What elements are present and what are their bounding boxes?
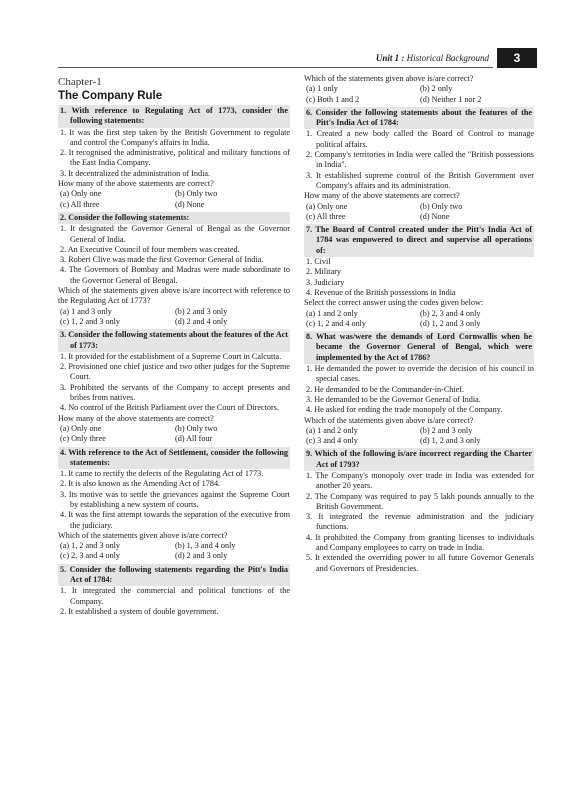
question-block xyxy=(58,105,290,210)
question-stem xyxy=(58,329,290,352)
question-stem xyxy=(58,105,290,128)
statement-item: 1. It integrated the commercial and political functions of the Company. xyxy=(60,586,290,606)
statement-item: 3. Its motive was to settle the grievances against the Supreme Court by establishing a new system of courts. xyxy=(60,489,290,509)
statement-item: 1. He demanded the power to override the decision of his council in special cases. xyxy=(306,364,534,384)
question-text: Consider the following statements about the features of the Pitt's India Act of 1784: xyxy=(315,107,533,128)
statement-item: 1. It was the first step taken by the British Government to regulate and control the Company's affairs in India. xyxy=(60,127,290,147)
answer-option: (a) 1 and 2 only xyxy=(306,308,358,318)
question-block xyxy=(58,447,290,562)
answer-options xyxy=(304,84,534,105)
answer-option: (a) 1 and 3 only xyxy=(60,306,112,316)
answer-option: (a) 1 and 2 only xyxy=(306,425,358,435)
answer-option: (a) 1 only xyxy=(306,84,338,94)
question-number: 3. xyxy=(60,330,67,340)
answer-option: (b) 2 only xyxy=(420,84,453,94)
chapter-label: Chapter-1 xyxy=(58,76,102,88)
question-text: With reference to Regulating Act of 1773, consider the following statements: xyxy=(70,106,288,126)
answer-options xyxy=(58,424,290,445)
header-rule xyxy=(58,67,493,68)
question-number: 9. xyxy=(306,449,313,459)
question-prompt: Which of the statements given above is/are incorrect with reference to the Regulating Act of 1773? xyxy=(58,286,290,306)
statement-item: 3. Judiciary xyxy=(306,277,345,287)
question-text: Consider the following statements about the features of the Act of 1773: xyxy=(68,330,289,350)
answer-option: (d) 1, 2 and 3 only xyxy=(420,318,481,328)
statement-list xyxy=(58,469,290,531)
statement-list xyxy=(58,586,290,617)
question-prompt: Which of the statements given above is/are correct? xyxy=(304,74,474,83)
question-block xyxy=(304,224,534,329)
statement-item: 4. No control of the British Parliament over the Court of Directors. xyxy=(60,403,279,413)
statement-item: 2. Company's territories in India were called the "British possessions in India". xyxy=(306,150,534,170)
answer-option: (d) 2 and 4 only xyxy=(175,316,228,326)
answer-option: (b) 2 and 3 only xyxy=(420,425,473,435)
statement-item: 3. He demanded to be the Governor General of India. xyxy=(306,394,481,404)
statement-item: 1. The Company's monopoly over trade in India was extended for another 20 years. xyxy=(306,470,534,491)
statement-item: 1. Civil xyxy=(306,257,331,267)
answer-option: (c) 1, 2 and 4 only xyxy=(306,318,367,328)
question-text: Consider the following statements regarding the Pitt's India Act of 1784: xyxy=(69,564,288,585)
chapter-title: The Company Rule xyxy=(58,90,163,102)
statement-item: 3. It established supreme control of the British Government over Company's affairs and its administration. xyxy=(306,170,534,190)
answer-option: (b) 1, 3 and 4 only xyxy=(175,541,236,551)
statement-item: 4. Revenue of the British possessions in India xyxy=(306,287,456,297)
question-block xyxy=(58,212,290,327)
answer-option: (b) Only two xyxy=(175,423,218,433)
question-stem xyxy=(304,107,534,130)
question-block xyxy=(304,74,534,105)
answer-option: (d) Neither 1 nor 2 xyxy=(420,94,482,104)
statement-item: 1. It designated the Governor General of Bengal as the Governor General of India. xyxy=(60,224,290,244)
statement-item: 1. It provided for the establishment of a Supreme Court in Calcutta. xyxy=(60,351,282,361)
statement-item: 1. It came to rectify the defects of the Regulating Act of 1773. xyxy=(60,469,264,479)
question-block xyxy=(58,329,290,444)
running-header xyxy=(0,52,581,68)
statement-item: 2. Military xyxy=(306,267,342,277)
question-number: 5. xyxy=(60,564,67,574)
question-stem xyxy=(304,224,534,257)
answer-option: (b) Only two xyxy=(420,201,463,211)
answer-option: (b) Only two xyxy=(175,189,218,199)
answer-option: (b) 2, 3 and 4 only xyxy=(420,308,481,318)
answer-options xyxy=(58,189,290,210)
statement-item: 1. Created a new body called the Board of Control to manage political affairs. xyxy=(306,129,534,149)
statement-item: 3. It decentralized the administration of India. xyxy=(60,168,211,178)
statement-list xyxy=(58,128,290,179)
statement-list xyxy=(304,129,534,191)
answer-option: (c) 1, 2 and 3 only xyxy=(60,316,121,326)
statement-list xyxy=(304,257,534,298)
question-prompt: How many of the above statements are correct? xyxy=(58,179,214,189)
answer-option: (c) All three xyxy=(60,199,100,209)
statement-list xyxy=(58,352,290,414)
question-number: 1. xyxy=(60,106,67,115)
answer-options xyxy=(58,307,290,328)
question-number: 6. xyxy=(306,107,313,117)
answer-option: (d) None xyxy=(420,211,450,221)
answer-option: (b) 2 and 3 only xyxy=(175,306,228,316)
question-text: The Board of Control created under the Pitt's India Act of 1784 was empowered to direct and supervise all operations of: xyxy=(315,225,532,255)
question-prompt: Select the correct answer using the codes given below: xyxy=(304,298,484,308)
question-stem xyxy=(304,331,534,364)
answer-option: (d) All four xyxy=(175,434,213,444)
statement-item: 4. It was the first attempt towards the separation of the executive from the judiciary. xyxy=(60,510,290,530)
question-text: With reference to the Act of Settlement, consider the following statements: xyxy=(68,447,288,467)
question-number: 4. xyxy=(60,447,67,457)
statement-item: 2. The Company was required to pay 5 lakh pounds annually to the British Government. xyxy=(306,491,534,511)
question-number: 8. xyxy=(306,332,313,342)
answer-option: (d) 2 and 3 only xyxy=(175,551,228,561)
question-block xyxy=(304,107,534,222)
statement-item: 4. It prohibited the Company from granting licenses to individuals and Company employees to carry on trade in India. xyxy=(306,532,534,553)
answer-option: (a) 1, 2 and 3 only xyxy=(60,541,121,551)
statement-list xyxy=(304,364,534,415)
answer-option: (d) 1, 2 and 3 only xyxy=(420,436,481,446)
answer-option: (c) Both 1 and 2 xyxy=(306,94,360,104)
left-column xyxy=(58,74,290,619)
statement-item: 2. He demanded to be the Commander-in-Chief. xyxy=(306,384,465,394)
statement-item: 2. An Executive Council of four members was created. xyxy=(60,244,240,254)
question-prompt: How many of the above statements are correct? xyxy=(304,191,460,201)
answer-option: (a) Only one xyxy=(60,423,102,433)
running-header-title: Unit 1 : Historical Background xyxy=(375,53,489,63)
answer-option: (c) 3 and 4 only xyxy=(306,436,358,446)
answer-option: (c) All three xyxy=(306,211,346,221)
question-stem xyxy=(304,448,534,471)
question-prompt: How many of the above statements are correct? xyxy=(58,413,214,423)
answer-option: (a) Only one xyxy=(306,201,348,211)
question-text: Consider the following statements: xyxy=(68,212,190,222)
statement-item: 2. It established a system of double government. xyxy=(60,606,219,616)
statement-list xyxy=(304,471,534,574)
question-number: 7. xyxy=(306,225,313,235)
statement-item: 2. It is also known as the Amending Act of 1784. xyxy=(60,479,221,489)
answer-options xyxy=(304,202,534,223)
answer-option: (c) 2, 3 and 4 only xyxy=(60,551,121,561)
question-stem xyxy=(58,564,290,587)
question-block xyxy=(304,448,534,574)
answer-options xyxy=(304,309,534,330)
statement-item: 4. He asked for ending the trade monopoly of the Company. xyxy=(306,405,503,415)
answer-option: (c) Only three xyxy=(60,434,106,444)
statement-item: 5. It extended the overriding power to all future Governor Generals and Governors of Presidencies. xyxy=(306,553,534,573)
statement-item: 2. Provisioned one chief justice and two other judges for the Supreme Court. xyxy=(60,362,290,382)
question-stem xyxy=(58,447,290,470)
question-stem xyxy=(58,212,290,224)
right-column xyxy=(304,74,534,576)
answer-options xyxy=(304,426,534,447)
answer-options xyxy=(58,541,290,562)
page-number: 3 xyxy=(497,48,537,68)
question-text: Which of the following is/are incorrect regarding the Charter Act of 1793? xyxy=(314,449,533,469)
statement-list xyxy=(58,224,290,286)
statement-item: 2. It recognised the administrative, political and military functions of the East India Company. xyxy=(60,148,290,168)
answer-option: (a) Only one xyxy=(60,189,102,199)
question-prompt: Which of the statements given above is/are correct? xyxy=(58,530,228,540)
statement-item: 3. Prohibited the servants of the Company to accept presents and bribes from natives. xyxy=(60,382,290,403)
statement-item: 4. The Governors of Bombay and Madras were made subordinate to the Governor General of Bengal. xyxy=(60,265,290,285)
answer-option: (d) None xyxy=(175,199,205,209)
question-block xyxy=(58,564,290,617)
question-text: What was/were the demands of Lord Cornwallis when he became the Governor General of Bengal, which were implemented by the Act of 1786? xyxy=(316,332,532,362)
statement-item: 3. Robert Clive was made the first Governor General of India. xyxy=(60,255,264,265)
question-number: 2. xyxy=(60,212,67,222)
question-prompt: Which of the statements given above is/are correct? xyxy=(304,415,474,425)
question-block xyxy=(304,331,534,446)
statement-item: 3. It integrated the revenue administration and the judiciary functions. xyxy=(306,512,534,532)
